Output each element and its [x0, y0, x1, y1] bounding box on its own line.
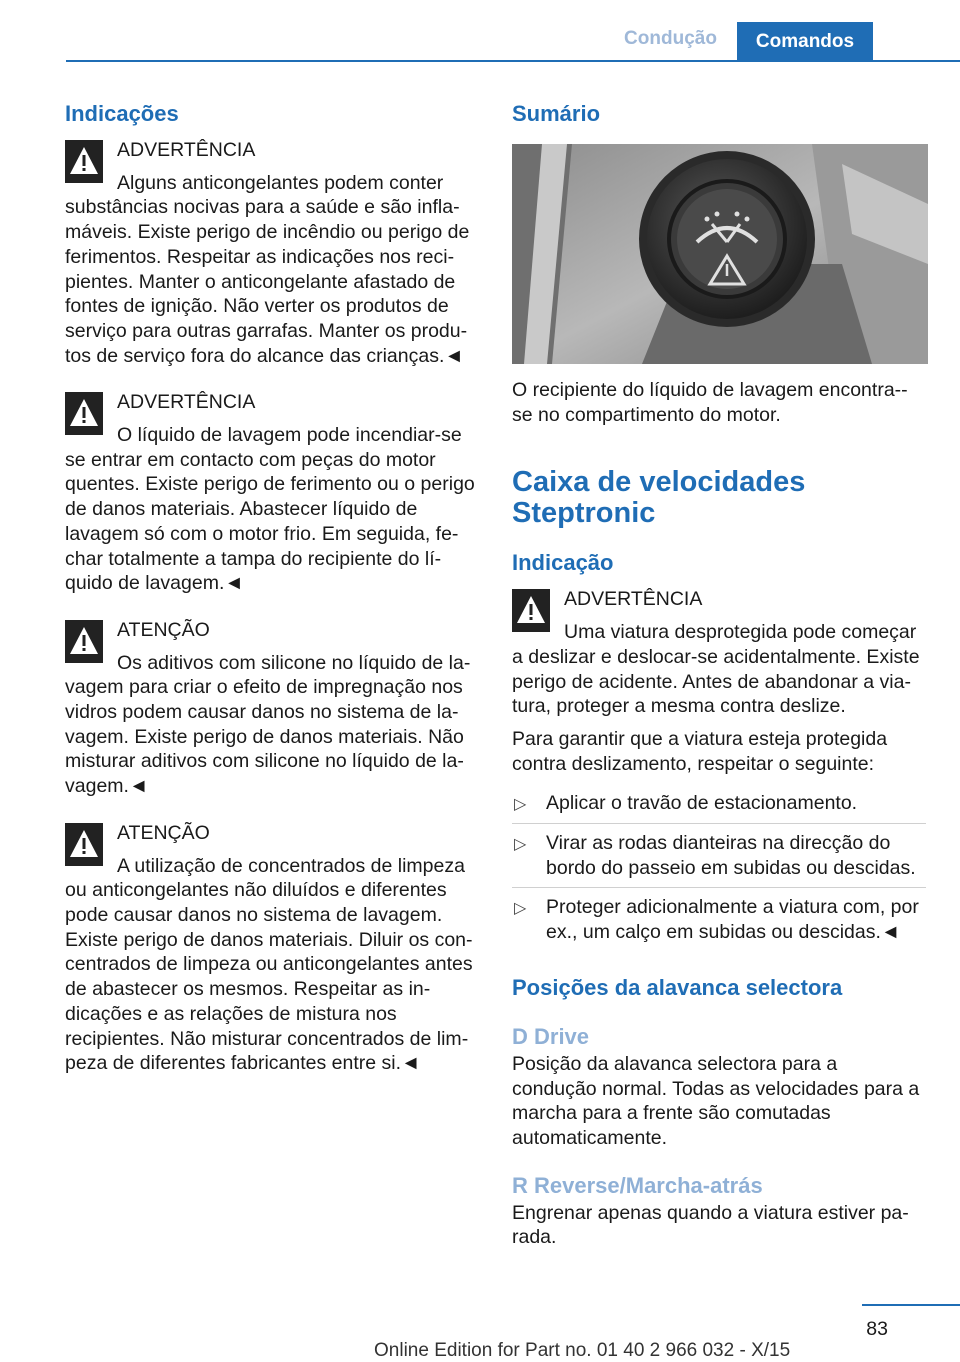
- warning-text: Alguns anticongelantes podem conter substâncias nocivas para a saúde e são inflamáveis. Existe perigo de incêndio ou perigo de ferimentos. Respeitar as indicações nos recipientes. Manter o anticongelante afastado de fontes de ignição. Não verter os produtos de serviço para outras garrafas. Manter os produtos de serviço fora do alcance das crianças.◄: [65, 171, 470, 367]
- warning-triangle-icon: [65, 823, 103, 866]
- caution-block-2: [65, 821, 479, 1076]
- warning-title: ADVERTÊNCIA: [117, 391, 256, 414]
- steptronic-section-title: Caixa de velocidades Steptronic: [512, 466, 806, 530]
- list-item-text: Aplicar o travão de estacionamento.: [546, 792, 858, 815]
- reverse-heading: R Reverse/Marcha-atrás: [512, 1172, 763, 1198]
- reverse-text: Engrenar apenas quando a viatura estiver parada.: [512, 1201, 909, 1249]
- safety-checklist: [512, 784, 926, 952]
- page-header: [0, 0, 960, 62]
- indicacao-heading: Indicação: [512, 550, 614, 576]
- triangle-bullet-icon: ▷: [514, 900, 527, 918]
- triangle-bullet-icon: ▷: [514, 836, 527, 854]
- intro-paragraph: Para garantir que a viatura esteja protegida contra deslizamento, respeitar o seguinte:: [512, 727, 888, 775]
- drive-text: Posição da alavanca selectora para a condução normal. Todas as velocidades para a marcha para a frente são comutadas automaticamente.: [512, 1052, 920, 1149]
- washer-fluid-reservoir-photo: [512, 144, 928, 364]
- list-item: [512, 784, 926, 824]
- drive-heading: D Drive: [512, 1023, 590, 1049]
- caution-text: Os aditivos com silicone no líquido de lavagem para criar o efeito de impregnação nos vidros podem causar danos no sistema de lavagem. Existe perigo de danos materiais. Não misturar aditivos com silicone no líquido de lavagem.◄: [65, 651, 471, 798]
- warning-triangle-icon: [65, 140, 103, 183]
- caution-title: ATENÇÃO: [117, 821, 210, 844]
- page-number: 83: [866, 1318, 888, 1340]
- list-item-text: Proteger adicionalmente a viatura com, por ex., um calço em subidas ou descidas.◄: [546, 896, 919, 944]
- triangle-bullet-icon: ▷: [514, 796, 527, 814]
- caution-title: ATENÇÃO: [117, 618, 210, 641]
- warning-triangle-icon: [65, 392, 103, 435]
- footer-divider: [862, 1304, 960, 1306]
- warning-text: Uma viatura desprotegida pode começar a deslizar e deslocar-se acidentalmente. Existe perigo de acidente. Antes de abandonar a viatura, proteger a mesma contra deslize.: [512, 621, 920, 718]
- right-column: [512, 100, 926, 1250]
- header-divider: [66, 60, 960, 62]
- warning-block-2: [65, 390, 479, 596]
- warning-title: ADVERTÊNCIA: [117, 139, 256, 161]
- warning-triangle-icon: [65, 620, 103, 663]
- edition-line: Online Edition for Part no. 01 40 2 966 032 - X/15: [374, 1340, 791, 1361]
- warning-title: ADVERTÊNCIA: [564, 588, 703, 611]
- left-column: [65, 100, 479, 1098]
- warning-triangle-icon: [512, 589, 550, 632]
- warning-text: O líquido de lavagem pode incendiar-se se entrar em contacto com peças do motor quentes. Existe perigo de ferimento ou o perigo de danos materiais. Abastecer líquido de lavagem só com o motor frio. Em seguida, fechar totalmente a tampa do recipiente do líquido de lavagem.◄: [65, 424, 475, 595]
- indicacoes-heading: Indicações: [65, 101, 179, 126]
- positions-heading: Posições da alavanca selectora: [512, 974, 843, 1000]
- caution-text: A utilização de concentrados de limpeza ou anticongelantes não diluídos e diferentes pode causar danos no sistema de lavagem. Existe perigo de danos materiais. Diluir os concentrados de limpeza ou anticongelantes antes de abastecer os mesmos. Respeitar as indicações e as relações de mistura nos recipientes. Não misturar concentrados de limpeza de diferentes fabricantes entre si.◄: [65, 854, 473, 1075]
- warning-block-steptronic: [512, 587, 926, 719]
- list-item-text: Virar as rodas dianteiras na direcção do bordo do passeio em subidas ou descidas.: [546, 832, 916, 879]
- caution-block-1: [65, 618, 479, 799]
- tab-chapter-comandos[interactable]: Comandos: [737, 22, 873, 60]
- warning-block-1: [65, 138, 479, 368]
- sumario-heading: Sumário: [512, 101, 601, 126]
- tab-section-conducao[interactable]: Condução: [624, 28, 717, 49]
- list-item: [512, 824, 926, 888]
- photo-caption: O recipiente do líquido de lavagem encontra--se no compartimento do motor.: [512, 379, 908, 426]
- list-item: [512, 888, 926, 951]
